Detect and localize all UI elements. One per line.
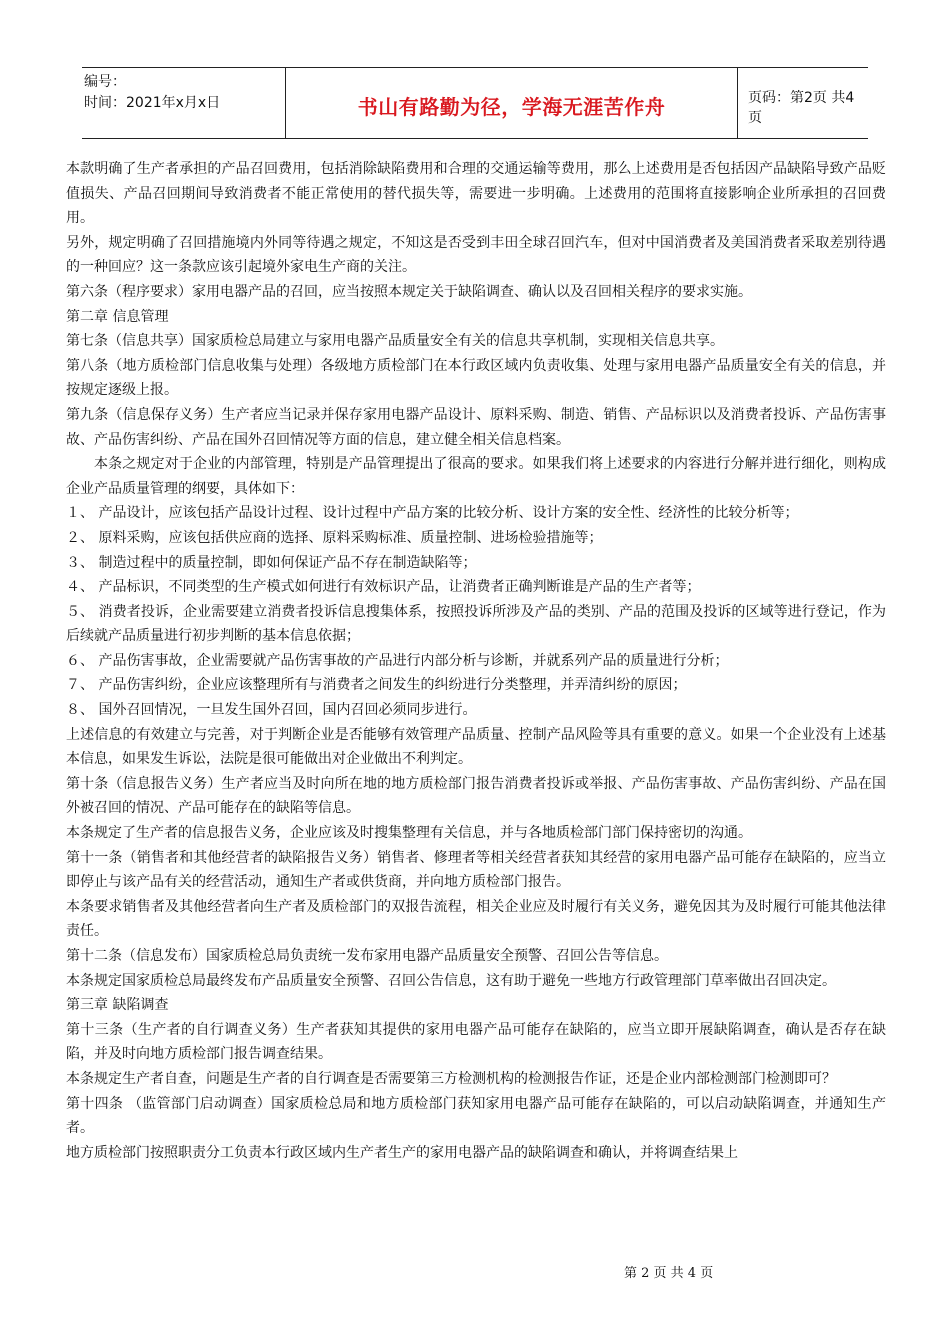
- body-paragraph: 地方质检部门按照职责分工负责本行政区域内生产者生产的家用电器产品的缺陷调查和确认，并将调查结果上: [66, 1144, 738, 1161]
- body-paragraph: ７、 产品伤害纠纷，企业应该整理所有与消费者之间发生的纠纷进行分类整理，并弄清纠纷的原因；: [66, 677, 687, 694]
- body-paragraph: 本条要求销售者及其他经营者向生产者及质检部门的双报告流程，相关企业应及时履行有关义务，避免因其为及时履行可能其他法律责任。: [66, 898, 886, 940]
- body-paragraph: 第二章 信息管理: [66, 308, 169, 325]
- body-paragraph: 本条规定国家质检总局最终发布产品质量安全预警、召回公告信息，这有助于避免一些地方行政管理部门草率做出召回决定。: [66, 972, 836, 989]
- body-paragraph: 第六条（程序要求）家用电器产品的召回，应当按照本规定关于缺陷调查、确认以及召回相关程序的要求实施。: [66, 283, 752, 300]
- body-paragraph: 第十条（信息报告义务）生产者应当及时向所在地的地方质检部门报告消费者投诉或举报、产品伤害事故、产品伤害纠纷、产品在国外被召回的情况、产品可能存在的缺陷等信息。: [66, 775, 886, 817]
- header-page-number: 页码：第2页 共4页: [748, 90, 855, 126]
- header-meta: [82, 68, 286, 138]
- body-paragraph: ３、 制造过程中的质量控制，即如何保证产品不存在制造缺陷等；: [66, 554, 477, 571]
- body-paragraph: 另外，规定明确了召回措施境内外同等待遇之规定，不知这是否受到丰田全球召回汽车，但对中国消费者及美国消费者采取差别待遇的一种回应？这一条款应该引起境外家电生产商的关注。: [66, 234, 886, 276]
- body-paragraph: 第十二条（信息发布）国家质检总局负责统一发布家用电器产品质量安全预警、召回公告等信息。: [66, 948, 668, 964]
- document-number-label: 编号：: [84, 74, 126, 90]
- body-paragraph: ４、 产品标识，不同类型的生产模式如何进行有效标识产品，让消费者正确判断谁是产品的生产者等；: [66, 579, 701, 596]
- body-paragraph: 第九条（信息保存义务）生产者应当记录并保存家用电器产品设计、原料采购、制造、销售、产品标识以及消费者投诉、产品伤害事故、产品伤害纠纷、产品在国外召回情况等方面的信息，建立健全相关信息档案。: [66, 406, 886, 448]
- body-paragraph: 本条规定生产者自查，问题是生产者的自行调查是否需要第三方检测机构的检测报告作证，还是企业内部检测部门检测即可？: [66, 1070, 836, 1087]
- document-date-label: 时间：2021年x月x日: [84, 95, 221, 111]
- header-motto-cell: [286, 68, 738, 138]
- body-paragraph: 本条之规定对于企业的内部管理，特别是产品管理提出了很高的要求。如果我们将上述要求的内容进行分解并进行细化，则构成企业产品质量管理的纲要，具体如下：: [66, 456, 886, 497]
- body-paragraph: 第十四条 （监管部门启动调查）国家质检总局和地方质检部门获知家用电器产品可能存在缺陷的，可以启动缺陷调查，并通知生产者。: [66, 1095, 886, 1137]
- body-paragraph: 第三章 缺陷调查: [66, 997, 169, 1014]
- body-paragraph: 第十一条（销售者和其他经营者的缺陷报告义务）销售者、修理者等相关经营者获知其经营的家用电器产品可能存在缺陷的，应当立即停止与该产品有关的经营活动，通知生产者或供货商，并向地方质检部门报告。: [66, 849, 886, 891]
- body-paragraph: ２、 原料采购，应该包括供应商的选择、原料采购标准、质量控制、进场检验措施等；: [66, 529, 603, 546]
- body-paragraph: 第十三条（生产者的自行调查义务）生产者获知其提供的家用电器产品可能存在缺陷的，应当立即开展缺陷调查，确认是否存在缺陷，并及时向地方质检部门报告调查结果。: [66, 1021, 886, 1063]
- body-paragraph: 第七条（信息共享）国家质检总局建立与家用电器产品质量安全有关的信息共享机制，实现相关信息共享。: [66, 333, 724, 350]
- body-paragraph: ８、 国外召回情况，一旦发生国外召回，国内召回必须同步进行。: [66, 702, 477, 719]
- body-paragraph: １、 产品设计，应该包括产品设计过程、设计过程中产品方案的比较分析、设计方案的安全性、经济性的比较分析等；: [66, 505, 799, 522]
- body-paragraph: ５、 消费者投诉，企业需要建立消费者投诉信息搜集体系，按照投诉所涉及产品的类别、产品的范围及投诉的区域等进行登记，作为后续就产品质量进行初步判断的基本信息依据；: [66, 603, 886, 645]
- body-paragraph: 第八条（地方质检部门信息收集与处理）各级地方质检部门在本行政区域内负责收集、处理与家用电器产品质量安全有关的信息，并按规定逐级上报。: [66, 357, 886, 399]
- header-motto: 书山有路勤为径，学海无涯苦作舟: [357, 94, 666, 119]
- body-paragraph: 本条规定了生产者的信息报告义务，企业应该及时搜集整理有关信息，并与各地质检部门部门保持密切的沟通。: [66, 825, 752, 842]
- body-paragraph: ６、 产品伤害事故，企业需要就产品伤害事故的产品进行内部分析与诊断，并就系列产品的质量进行分析；: [66, 652, 729, 669]
- page-header: [82, 67, 868, 139]
- document-body: [66, 157, 886, 1165]
- body-paragraph: 本款明确了生产者承担的产品召回费用，包括消除缺陷费用和合理的交通运输等费用，那么上述费用是否包括因产品缺陷导致产品贬值损失、产品召回期间导致消费者不能正常使用的替代损失等，需要进一步明确。上述费用的范围将直接影响企业所承担的召回费用。: [66, 161, 886, 227]
- body-paragraph: 上述信息的有效建立与完善，对于判断企业是否能够有效管理产品质量、控制产品风险等具有重要的意义。如果一个企业没有上述基本信息，如果发生诉讼，法院是很可能做出对企业做出不利判定。: [66, 726, 886, 768]
- page-footer: 第 2 页 共 4 页: [624, 1266, 714, 1281]
